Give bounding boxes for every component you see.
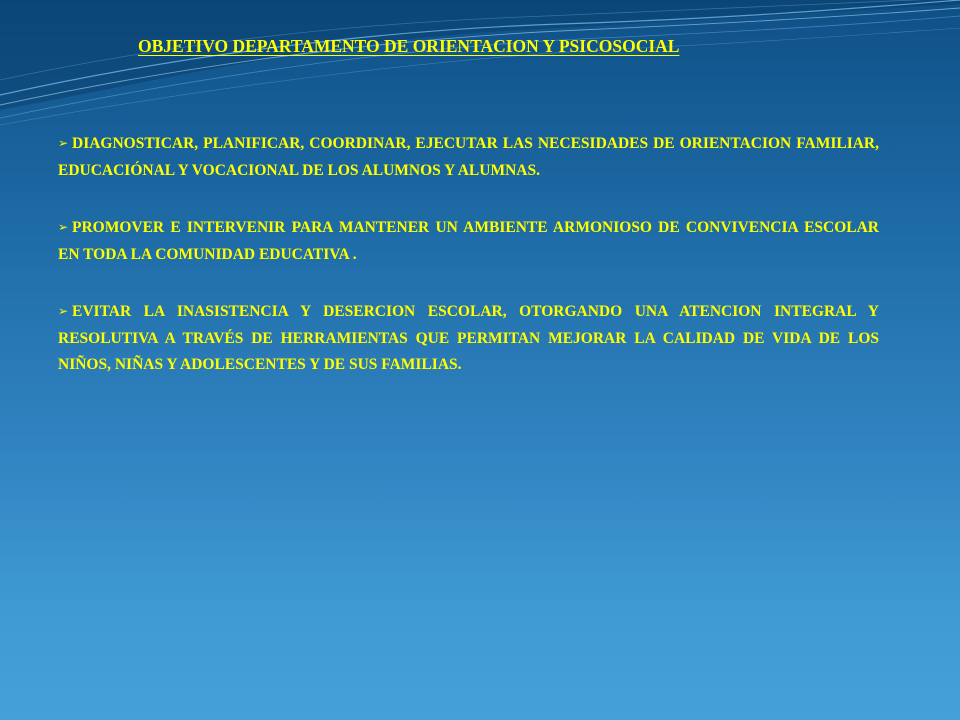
arrow-bullet-icon: ➢ [58,304,69,318]
bullet-list [58,130,879,409]
wave-decoration [0,0,960,130]
bullet-text: PROMOVER E INTERVENIR PARA MANTENER UN AMBIENTE ARMONIOSO DE CONVIVENCIA ESCOLAR EN TODA LA COMUNIDAD EDUCATIVA . [58,219,879,263]
arrow-bullet-icon: ➢ [58,220,69,234]
slide-title: OBJETIVO DEPARTAMENTO DE ORIENTACION Y PSICOSOCIAL [138,36,680,56]
bullet-item [58,214,879,268]
bullet-item [58,130,879,184]
arrow-bullet-icon: ➢ [58,136,69,150]
bullet-text: DIAGNOSTICAR, PLANIFICAR, COORDINAR, EJECUTAR LAS NECESIDADES DE ORIENTACION FAMILIAR, EDUCACIÓNAL Y VOCACIONAL DE LOS ALUMNOS Y ALUMNAS. [58,135,879,179]
bullet-item [58,298,879,379]
bullet-text: EVITAR LA INASISTENCIA Y DESERCION ESCOLAR, OTORGANDO UNA ATENCION INTEGRAL Y RESOLUTIVA A TRAVÉS DE HERRAMIENTAS QUE PERMITAN MEJORAR LA CALIDAD DE VIDA DE LOS NIÑOS, NIÑAS Y ADOLESCENTES Y DE SUS FAMILIAS. [58,303,879,373]
